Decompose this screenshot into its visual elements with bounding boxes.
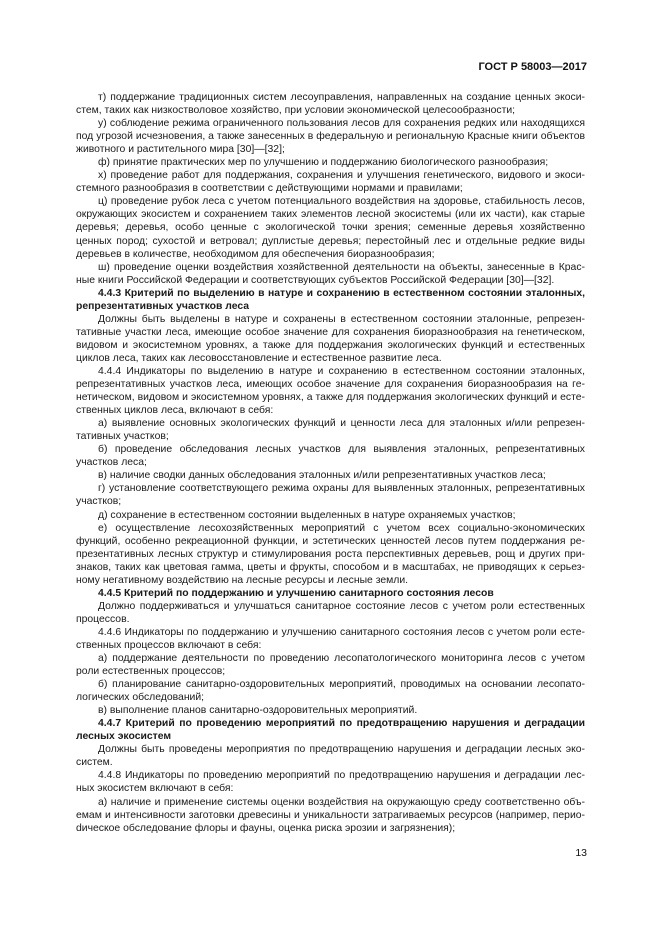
paragraph: 4.4.6 Индикаторы по поддержанию и улучшению санитарного состояния лесов с учетом роли естественных процессов включают в себя: [76, 626, 585, 651]
document-body [76, 91, 585, 835]
section-heading-4-4-7: 4.4.7 Критерий по проведению мероприятий по предотвращению нарушения и деградации лесных экосистем [76, 718, 585, 743]
document-id-header: ГОСТ Р 58003—2017 [478, 61, 587, 73]
section-heading-4-4-5: 4.4.5 Критерий по поддержанию и улучшению санитарного состояния лесов [98, 587, 494, 599]
paragraph: 4.4.4 Индикаторы по выделению в натуре и сохранению в естественном состоянии эталонных, репрезентативных участков леса, имеющих особое значение для сохранения биоразнообразия на генетическом, видовом и экосистемном уровнях, а также для поддержания экологических функций и естественных циклов леса, включают в себя: [76, 365, 585, 417]
list-item-sh: ш) проведение оценки воздействия хозяйственной деятельности на объекты, занесенные в Красные книги Российской Федерации и соответствующих субъектов Российской Федерации [30]—[32]. [76, 261, 585, 286]
paragraph: Должно поддерживаться и улучшаться санитарное состояние лесов с учетом роли естественных процессов. [76, 600, 585, 625]
list-item-t: т) поддержание традиционных систем лесоуправления, направленных на создание ценных экосистем, таких как низкостволовое хозяйство, при условии экономической целесообразности; [76, 92, 585, 117]
list-item-e: е) осуществление лесохозяйственных мероприятий с учетом всех социально-экономических функций, особенно рекреационной функции, и эстетических ценностей лесов путем поддержания репрезентативных лесных структур и стимулирования роста перспективных деревьев, рощ и других признаков, таких как цветовая гамма, цветы и фрукты, способом и в масштабах, не приводящих к серьезному негативному воздействию на лесные ресурсы и лесные земли. [76, 522, 585, 586]
page-number: 13 [575, 847, 587, 859]
list-item-f: ф) принятие практических мер по улучшению и поддержанию биологического разнообразия; [98, 157, 549, 169]
list-item-b: б) планирование санитарно-оздоровительных мероприятий, проводимых на основании лесопатологических обследований; [76, 679, 585, 704]
list-item-v: в) наличие сводки данных обследования эталонных и/или репрезентативных участков леса; [98, 470, 546, 482]
paragraph: Должны быть выделены в натуре и сохранены в естественном состоянии эталонные, репрезентативные участки леса, имеющие особое значение для сохранения биоразнообразия на генетическом, видовом и экосистемном уровнях, а также для поддержания экологических функций и естественных циклов леса, таких как лесовосстановление и естественное развитие леса. [76, 313, 585, 364]
list-item-a: а) выявление основных экологических функций и ценности леса для эталонных и/или репрезентативных участков; [76, 418, 585, 443]
list-item-u: у) соблюдение режима ограниченного пользования лесов для сохранения редких или находящихся под угрозой исчезновения, а также занесенных в федеральную и региональную Красные книги объектов животного и растительного мира [30]—[32]; [76, 118, 585, 156]
list-item-v: в) выполнение планов санитарно-оздоровительных мероприятий. [98, 705, 418, 717]
list-item-b: б) проведение обследования лесных участков для выявления эталонных, репрезентативных участков леса; [76, 444, 585, 469]
list-item-kh: х) проведение работ для поддержания, сохранения и улучшения генетического, видового и экосистемного разнообразия в соответствии с действующими нормами и правилами; [76, 170, 585, 195]
list-item-ts: ц) проведение рубок леса с учетом потенциального воздействия на здоровье, стабильность лесов, окружающих экосистем и сохранением таких элементов лесной экосистемы (или их части), как старые деревья; деревья, особо ценные с экологической точки зрения; семенные деревья хозяйственно ценных пород; сухостой и ветровал; дуплистые деревья; перестойный лес и отдельные редкие виды деревьев в количестве, необходимом для обеспечения биоразнообразия; [76, 196, 585, 260]
paragraph: Должны быть проведены мероприятия по предотвращению нарушения и деградации лесных экосистем. [76, 744, 585, 769]
list-item-d: д) сохранение в естественном состоянии выделенных в натуре охраняемых участков; [98, 509, 516, 521]
paragraph: 4.4.8 Индикаторы по проведению мероприятий по предотвращению нарушения и деградации лесных экосистем включают в себя: [76, 770, 585, 795]
list-item-a: а) поддержание деятельности по проведению лесопатологического мониторинга лесов с учетом роли естественных процессов; [76, 653, 585, 678]
list-item-a: а) наличие и применение системы оценки воздействия на окружающую среду соответственно объемам и интенсивности заготовки древесины и уникальности затрагиваемых ресурсов (например, периоdическое обследование флоры и фауны, оценка риска эрозии и загрязнения); [76, 796, 585, 834]
section-heading-4-4-3: 4.4.3 Критерий по выделению в натуре и сохранению в естественном состоянии эталонных, репрезентативных участков леса [76, 287, 585, 312]
list-item-g: г) установление соответствующего режима охраны для выявленных эталонных, репрезентативных участков; [76, 483, 585, 508]
